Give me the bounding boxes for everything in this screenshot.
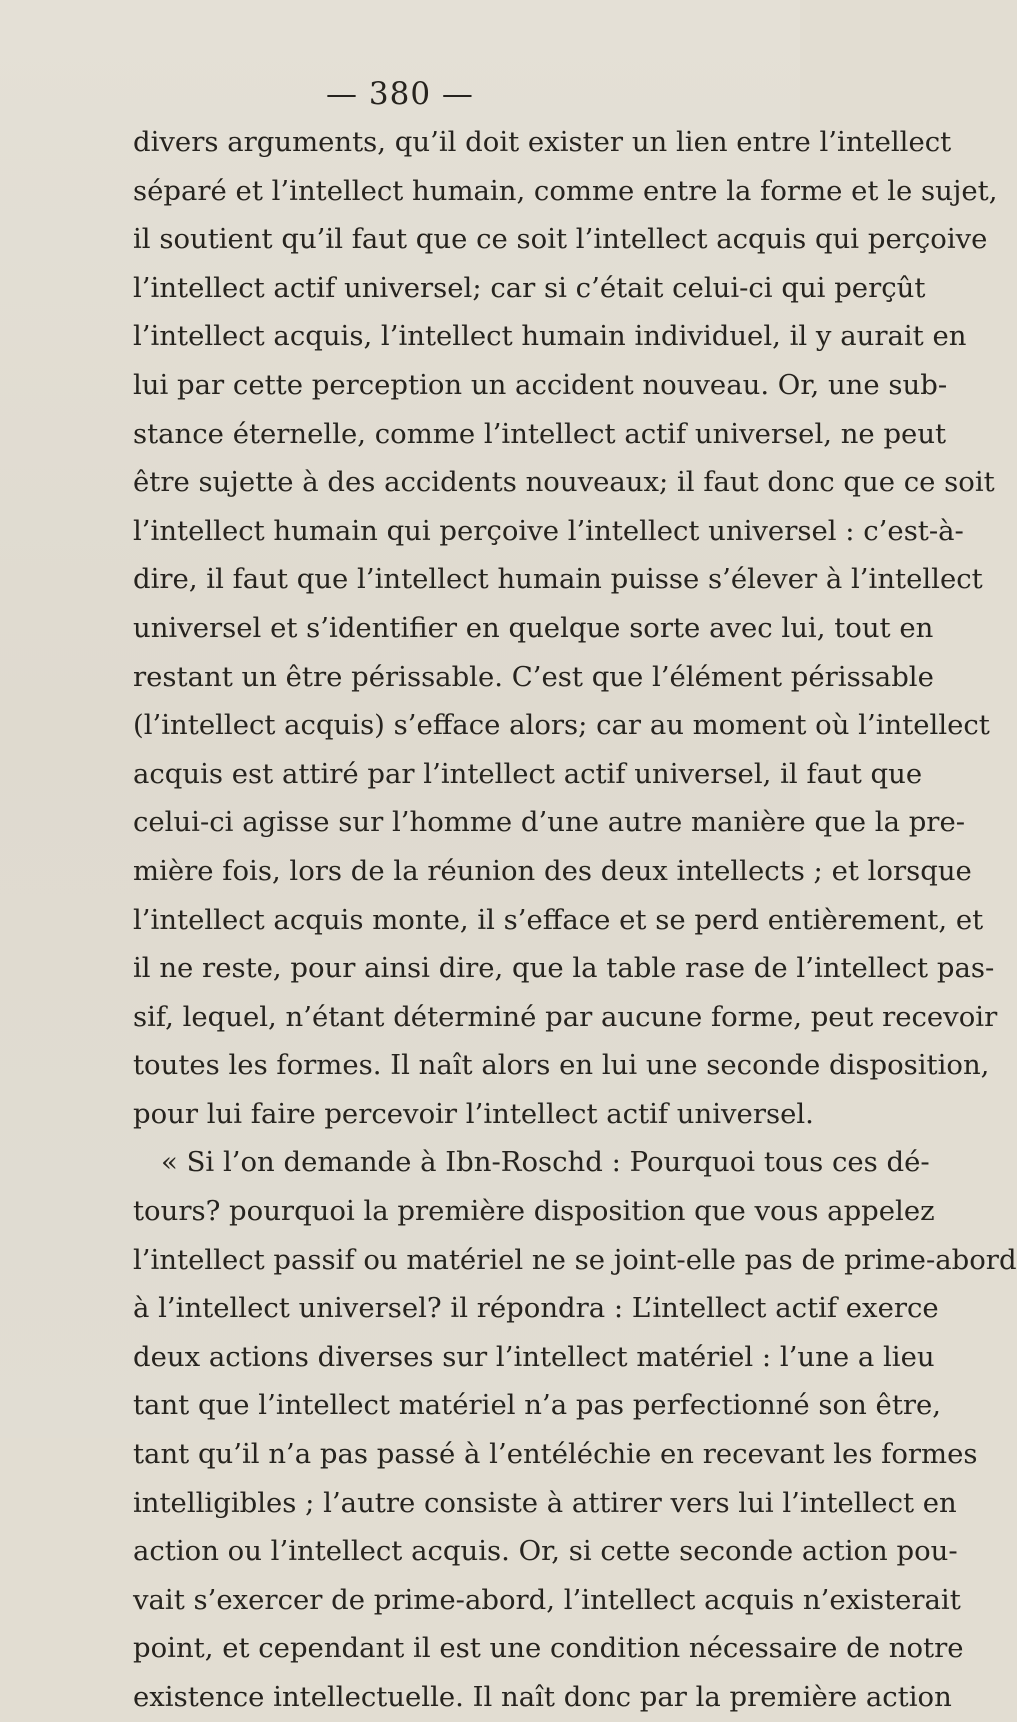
text-line: l’intellect acquis, l’intellect humain individuel, il y aurait en bbox=[133, 320, 967, 353]
text-line: pour lui faire percevoir l’intellect actif universel. bbox=[133, 1097, 814, 1130]
text-line: divers arguments, qu’il doit exister un lien entre l’intellect bbox=[133, 126, 952, 158]
text-line: vait s’exercer de prime-abord, l’intellect acquis n’existerait bbox=[133, 1583, 961, 1616]
text-line: action ou l’intellect acquis. Or, si cette seconde action pou- bbox=[133, 1535, 958, 1568]
text-line: point, et cependant il est une condition nécessaire de notre bbox=[133, 1632, 964, 1665]
text-line: universel et s’identifier en quelque sorte avec lui, tout en bbox=[133, 611, 934, 644]
text-line: toutes les formes. Il naît alors en lui une seconde disposition, bbox=[133, 1049, 990, 1082]
text-line: l’intellect actif universel; car si c’était celui-ci qui perçût bbox=[133, 271, 926, 304]
text-line: existence intellectuelle. Il naît donc par la première action bbox=[133, 1681, 952, 1713]
text-line: l’intellect humain qui perçoive l’intellect universel : c’est-à- bbox=[133, 514, 964, 547]
text-line: il ne reste, pour ainsi dire, que la table rase de l’intellect pas- bbox=[133, 952, 995, 985]
paragraph-2 bbox=[133, 1138, 1017, 1721]
page-number: — 380 — bbox=[326, 76, 474, 112]
text-line: il soutient qu’il faut que ce soit l’intellect acquis qui perçoive bbox=[133, 223, 988, 256]
text-line: restant un être périssable. C’est que l’élément périssable bbox=[133, 660, 934, 693]
text-line: l’intellect passif ou matériel ne se joint-elle pas de prime-abord bbox=[133, 1243, 1017, 1276]
text-line: lui par cette perception un accident nouveau. Or, une sub- bbox=[133, 368, 948, 401]
text-line: sif, lequel, n’étant déterminé par aucune forme, peut recevoir bbox=[133, 1000, 998, 1033]
text-line: être sujette à des accidents nouveaux; il faut donc que ce soit bbox=[133, 466, 995, 499]
text-line: à l’intellect universel? il répondra : L’intellect actif exerce bbox=[133, 1292, 939, 1325]
text-line: stance éternelle, comme l’intellect actif universel, ne peut bbox=[133, 417, 947, 450]
text-line: mière fois, lors de la réunion des deux intellects ; et lorsque bbox=[133, 854, 972, 887]
text-line: celui-ci agisse sur l’homme d’une autre manière que la pre- bbox=[133, 806, 966, 839]
body-text bbox=[133, 118, 1017, 1722]
text-line: séparé et l’intellect humain, comme entre la forme et le sujet, bbox=[133, 174, 998, 207]
text-line: tours? pourquoi la première disposition que vous appelez bbox=[133, 1195, 935, 1228]
text-line: « Si l’on demande à Ibn-Roschd : Pourquoi tous ces dé- bbox=[161, 1146, 930, 1179]
paragraph-1 bbox=[133, 118, 998, 1138]
text-line: intelligibles ; l’autre consiste à attirer vers lui l’intellect en bbox=[133, 1486, 957, 1519]
text-line: dire, il faut que l’intellect humain puisse s’élever à l’intellect bbox=[133, 563, 983, 596]
text-line: deux actions diverses sur l’intellect matériel : l’une a lieu bbox=[133, 1340, 935, 1373]
text-line: acquis est attiré par l’intellect actif universel, il faut que bbox=[133, 757, 923, 790]
text-line: l’intellect acquis monte, il s’efface et se perd entièrement, et bbox=[133, 903, 984, 936]
text-line: tant qu’il n’a pas passé à l’entéléchie en recevant les formes bbox=[133, 1438, 978, 1471]
text-line: (l’intellect acquis) s’efface alors; car au moment où l’intellect bbox=[133, 709, 990, 742]
text-line: tant que l’intellect matériel n’a pas perfectionné son être, bbox=[133, 1389, 942, 1422]
